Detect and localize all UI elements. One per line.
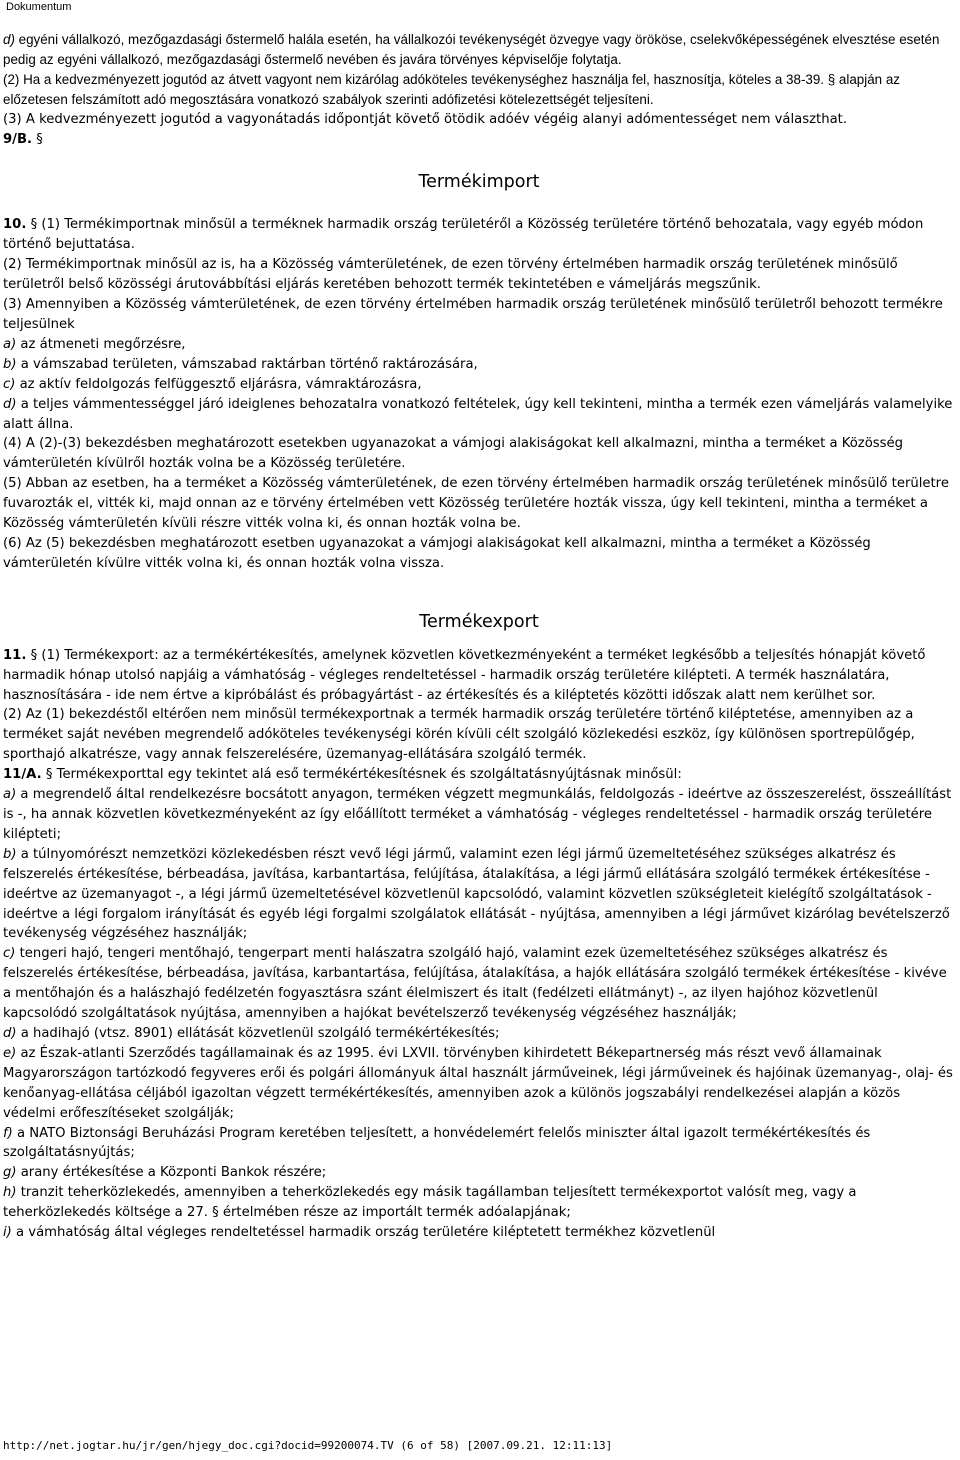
section-number: 11. <box>3 647 27 663</box>
list-item <box>3 375 955 395</box>
list-item <box>3 1044 955 1124</box>
item-marker: i) <box>3 1225 12 1241</box>
section-11a <box>3 765 955 785</box>
paragraph-text: egyéni vállalkozó, mezőgazdasági őstermelő halála esetén, ha vállalkozói tevékenységét özvegye vagy örököse, cselekvőképességének elvesztése esetén pedig az egyéni vállalkozó, mezőgazdasági őstermelő nevében és javára törvényes képviselője folytatja. <box>3 32 940 67</box>
item-marker: h) <box>3 1185 17 1201</box>
section-sign-link[interactable]: § <box>30 217 38 233</box>
item-text: a vámhatóság által végleges rendeltetéssel harmadik ország területére kiléptetett termékhez közvetlenül <box>11 1225 716 1241</box>
item-text: a túlnyomórészt nemzetközi közlekedésben részt vevő légi jármű, valamint ezen légi jármű üzemeltetéséhez szükséges alkatrész és felszerelés értékesítése, bérbeadása, javítása, karbantartása, felújítása, átalakítása, a légi jármű ellátására szolgáló termékek értékesítése - ideértve az üzemanyagot -, a légi jármű üzemeltetésével közvetlenül kapcsolódó, valamint közvetlen szükségleteit kielégítő szolgáltatások - ideértve a légi forgalom irányítását és egyéb légi forgalmi szolgálatok ellátását - nyújtása, amennyiben a légi járművet kizárólag bevételszerző tevékenység végzéséhez használják; <box>3 846 950 942</box>
section-9b <box>3 130 955 150</box>
item-text: tranzit teherközlekedés, amennyiben a teherközlekedés egy másik tagállamban teljesített termékexportot valósít meg, vagy a teherközlekedés költsége a 27. § értelmében része az importált termék adóalapjának; <box>3 1185 857 1221</box>
item-marker: a) <box>3 336 17 352</box>
section-number: 10. <box>3 217 27 233</box>
item-text: a teljes vámmentességgel járó ideiglenes behozatalra vonatkozó feltételek, úgy kell tekinteni, mintha a termék ezen vámeljárás valamelyike alatt állna. <box>3 396 953 432</box>
section-10-para-5: (5) Abban az esetben, ha a terméket a Közösség vámterületének, de ezen törvény értelmében harmadik ország területének minősülő területre fuvarozták el, vitték ki, majd onnan az e törvény értelmében vett Közösség területére hozták vissza, úgy kell tekinteni, mintha a terméket a Közösség vámterületén kívüli részre vitték volna ki, és onnan hozták volna be. <box>3 476 949 532</box>
section-number: 11/A. <box>3 767 42 783</box>
item-text: az aktív feldolgozás felfüggesztő eljárásra, vámraktározásra, <box>15 376 422 392</box>
list-item <box>3 1183 955 1223</box>
intro-paragraph-d <box>3 30 955 70</box>
paragraph-text: (1) Termékexport: az a termékértékesítés, amelynek közvetlen következményeként a terméket legkésőbb a teljesítés hónapját követő harmadik hónap utolsó napjáig a vámhatóság - végleges rendeltetéssel - harmadik ország területére kilépteti. A termék használatára, hasznosítására - ide nem értve a kipróbálást és próbagyártást - az értékesítés és a kiléptetés közötti időszak alatt nem kerülhet sor. <box>3 647 926 703</box>
intro-paragraph-2 <box>3 70 955 110</box>
item-marker: d) <box>3 32 15 47</box>
item-text: az átmeneti megőrzésre, <box>16 336 186 352</box>
section-10-para-4: (4) A (2)-(3) bekezdésben meghatározott esetekben ugyanazokat a vámjogi alakiságokat kell alkalmazni, mintha a terméket a Közösség vámterületén kívülről hozták volna be a Közösség területére. <box>3 436 904 472</box>
item-marker: e) <box>3 1045 17 1061</box>
item-marker: c) <box>3 946 16 962</box>
list-item <box>3 335 955 355</box>
paragraph-text: (2) Ha a kedvezményezett jogutód az átvett vagyont nem kizárólag adóköteles tevékenységhez használja fel, hasznosítja, köteles a 38-39. <box>3 71 828 87</box>
section-number: 9/B. <box>3 131 33 147</box>
section-sign-link[interactable]: § <box>30 647 38 663</box>
list-item <box>3 1124 955 1164</box>
section-sign-link[interactable]: § <box>36 131 43 147</box>
item-text: a megrendelő által rendelkezésre bocsátott anyagon, terméken végzett megmunkálás, feldolgozás - ideértve az összeszerelést, összeállítást is -, ha annak közvetlen következményeként az így előállított terméket a vámhatóság - végleges rendeltetéssel - harmadik ország területére kilépteti; <box>3 787 952 842</box>
section-11-para-1 <box>3 646 955 706</box>
list-item <box>3 845 955 945</box>
page-footer-url: http://net.jogtar.hu/jr/gen/hjegy_doc.cgi?docid=99200074.TV (6 of 58) [2007.09.21. 12:11:13] <box>3 1439 613 1452</box>
paragraph-text: Termékexporttal egy tekintet alá eső termékértékesítésnek és szolgáltatásnyújtásnak minősül: <box>52 767 682 783</box>
item-marker: f) <box>3 1125 13 1141</box>
section-10-para-3: (3) Amennyiben a Közösség vámterületének, de ezen törvény értelmében harmadik ország területének minősülő területről behozott termékre teljesülnek <box>3 297 943 332</box>
item-marker: b) <box>3 356 17 372</box>
list-item <box>3 1024 955 1044</box>
section-10-para-6: (6) Az (5) bekezdésben meghatározott esetben ugyanazokat a vámjogi alakiságokat kell alkalmazni, mintha a terméket a Közösség vámterületén kívülre vitték volna ki, és onnan hozták volna vissza. <box>3 535 871 571</box>
item-marker: g) <box>3 1165 17 1181</box>
list-item <box>3 944 955 1024</box>
section-11-para-2: (2) Az (1) bekezdéstől eltérően nem minősül termékexportnak a termék harmadik ország területére történő kiléptetése, amennyiben az a terméket saját nevében megrendelő adóköteles tevékenységi körén kívüli célt szolgáló közlekedési eszköz, így különösen sportrepülőgép, sporthajó alkatrésze, vagy annak felszerelésére, üzemanyag-ellátására szolgáló termék. <box>3 707 915 763</box>
item-text: a vámszabad területen, vámszabad raktárban történő raktározására, <box>16 356 478 372</box>
heading-termekimport: Termékimport <box>418 172 540 193</box>
section-sign-link[interactable]: § <box>827 71 836 87</box>
intro-paragraph-3: (3) A kedvezményezett jogutód a vagyonátadás időpontját követő ötödik adóév végéig alanyi adómentességet nem választhat. <box>3 111 848 127</box>
section-sign-link[interactable]: § <box>45 767 53 783</box>
list-item <box>3 785 955 845</box>
item-text: tengeri hajó, tengeri mentőhajó, tengerpart menti halászatra szolgáló hajó, valamint ezek üzemeltetéséhez szükséges alkatrész és felszerelés értékesítése, bérbeadása, javítása, karbantartása, felújítása, átalakítása, a hajók ellátására szolgáló termékek értékesítése - kivéve a mentőhajón és a halászhajó fedélzetén fogyasztásra szánt élelmiszert és italt (fedélzeti ellátmányt) -, az ilyen hajóhoz közvetlenül kapcsolódó szolgáltatások nyújtása, amennyiben a hajókat bevételszerző tevékenység végzéséhez használják; <box>3 946 947 1022</box>
item-text: arany értékesítése a Központi Bankok részére; <box>16 1165 327 1181</box>
paragraph-text: (1) Termékimportnak minősül a terméknek harmadik ország területéről a Közösség területére történő behozatala, vagy egyéb módon történő bejuttatása. <box>3 217 924 253</box>
item-marker: d) <box>3 1025 17 1041</box>
item-text: a NATO Biztonsági Beruházási Program keretében teljesített, a honvédelemért felelős miniszter által igazolt termékértékesítés és szolgáltatásnyújtás; <box>3 1125 871 1161</box>
list-item <box>3 1163 955 1183</box>
section-10-para-1 <box>3 215 955 255</box>
item-marker: d) <box>3 396 17 412</box>
item-text: a hadihajó (vtsz. 8901) ellátását közvetlenül szolgáló termékértékesítés; <box>16 1025 500 1041</box>
item-marker: a) <box>3 787 17 803</box>
list-item <box>3 355 955 375</box>
paragraph-text: alapján az előzetesen felszámított adó megosztására vonatkozó szabályok szerinti adófizetési kötelezettségét teljesíteni. <box>3 71 900 107</box>
list-item <box>3 1223 955 1243</box>
item-marker: c) <box>3 376 16 392</box>
item-marker: b) <box>3 846 17 862</box>
document-body <box>3 30 955 1243</box>
list-item <box>3 395 955 435</box>
item-text: az Észak-atlanti Szerződés tagállamainak és az 1995. évi LXVII. törvényben kihirdetett Békepartnerség más részt vevő államainak Magyarországon tartózkodó fegyveres erői és polgári állományuk által használt járműveinek, légi járműveinek és hajóinak üzemanyag-, olaj- és kenőanyag-ellátása céljából igazoltan végzett termékértékesítés, amennyiben azok a különös jogszabályi rendelkezései alapján a közös védelmi erőfeszítéseket szolgálják; <box>3 1045 953 1121</box>
heading-termekexport: Termékexport <box>419 611 539 632</box>
document-label: Dokumentum <box>6 1 72 13</box>
section-10-para-2: (2) Termékimportnak minősül az is, ha a Közösség vámterületének, de ezen törvény értelmében harmadik ország területének minősülő területről belső közösségi árutovábbítási eljárás keretében behozott termék tekintetében e vámeljárás megszűnik. <box>3 257 898 293</box>
